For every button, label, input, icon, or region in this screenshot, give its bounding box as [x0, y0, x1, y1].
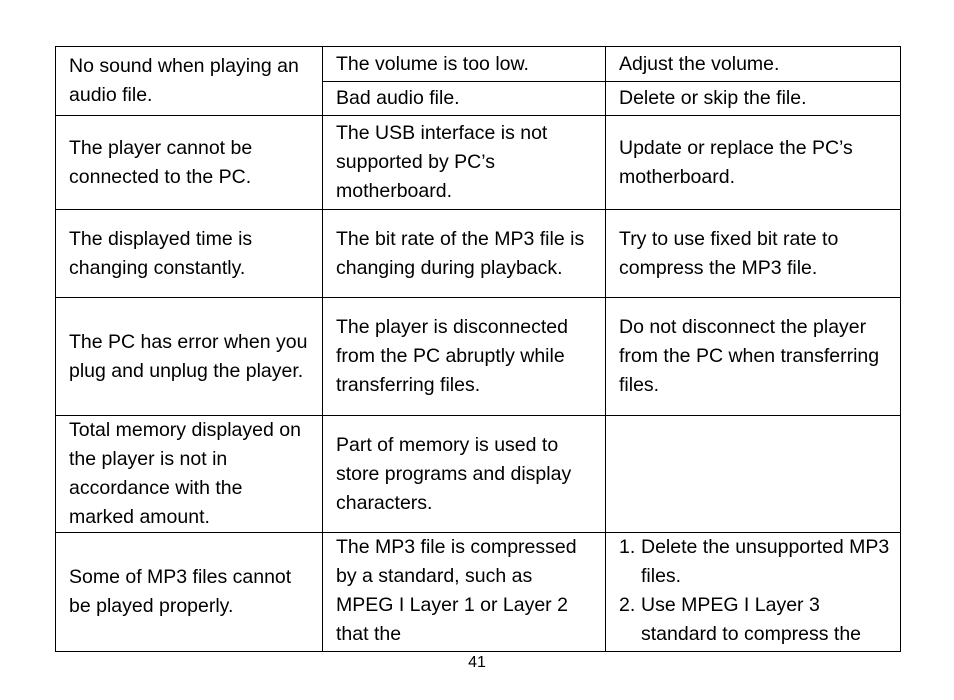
cause-cell: [323, 210, 606, 298]
solution-text: Try to use fixed bit rate to compress the MP3 file.: [619, 227, 839, 279]
page-number: 41: [468, 654, 486, 671]
solution-text: Adjust the volume.: [619, 52, 780, 75]
solution-cell: [606, 416, 901, 533]
problem-text: The player cannot be connected to the PC.: [69, 136, 253, 188]
solution-list: [619, 533, 890, 649]
problem-cell: [56, 298, 323, 416]
cause-text: Part of memory is used to store programs and display characters.: [336, 433, 572, 514]
solution-cell: [606, 116, 901, 210]
problem-text: No sound when playing an audio file.: [69, 55, 299, 106]
list-item: [619, 533, 890, 591]
table-row: [56, 533, 901, 652]
cause-cell: [323, 82, 606, 116]
cause-text: The USB interface is not supported by PC’s motherboard.: [336, 122, 548, 202]
solution-cell: [606, 298, 901, 416]
list-number: 1.: [619, 536, 636, 558]
cause-text: The bit rate of the MP3 file is changing during playback.: [336, 227, 585, 279]
list-number: 2.: [619, 594, 636, 616]
problem-text: The PC has error when you plug and unplug the player.: [69, 330, 308, 382]
table-row: [56, 47, 901, 82]
solution-text: Delete or skip the file.: [619, 87, 807, 109]
cause-cell: [323, 533, 606, 652]
table-row: [56, 116, 901, 210]
solution-text: Update or replace the PC’s motherboard.: [619, 136, 853, 188]
cause-cell: [323, 116, 606, 210]
problem-cell: [56, 416, 323, 533]
cause-text: The player is disconnected from the PC abruptly while transferring files.: [336, 316, 568, 396]
table-row: [56, 210, 901, 298]
problem-text: The displayed time is changing constantly.: [69, 227, 253, 279]
problem-cell: [56, 533, 323, 652]
cause-text: The MP3 file is compressed by a standard, such as MPEG I Layer 1 or Layer 2 that the: [336, 536, 577, 645]
solution-cell: [606, 82, 901, 116]
problem-cell: [56, 116, 323, 210]
problem-cell: [56, 210, 323, 298]
table-row: [56, 298, 901, 416]
list-item-text: Use MPEG I Layer 3 standard to compress the: [641, 594, 862, 645]
problem-cell: [56, 47, 323, 116]
list-item: [619, 591, 890, 649]
solution-text: Do not disconnect the player from the PC when transferring files.: [619, 316, 880, 396]
cause-cell: [323, 47, 606, 82]
table-row: [56, 416, 901, 533]
troubleshooting-table: [55, 46, 901, 652]
cause-text: Bad audio file.: [336, 87, 460, 109]
list-item-text: Delete the unsupported MP3 files.: [641, 536, 890, 587]
cause-cell: [323, 416, 606, 533]
problem-text: Some of MP3 files cannot be played properly.: [69, 566, 292, 617]
solution-cell: [606, 533, 901, 652]
problem-text: Total memory displayed on the player is not in accordance with the marked amount.: [69, 419, 301, 528]
cause-text: The volume is too low.: [336, 52, 529, 75]
solution-cell: [606, 210, 901, 298]
solution-cell: [606, 47, 901, 82]
cause-cell: [323, 298, 606, 416]
